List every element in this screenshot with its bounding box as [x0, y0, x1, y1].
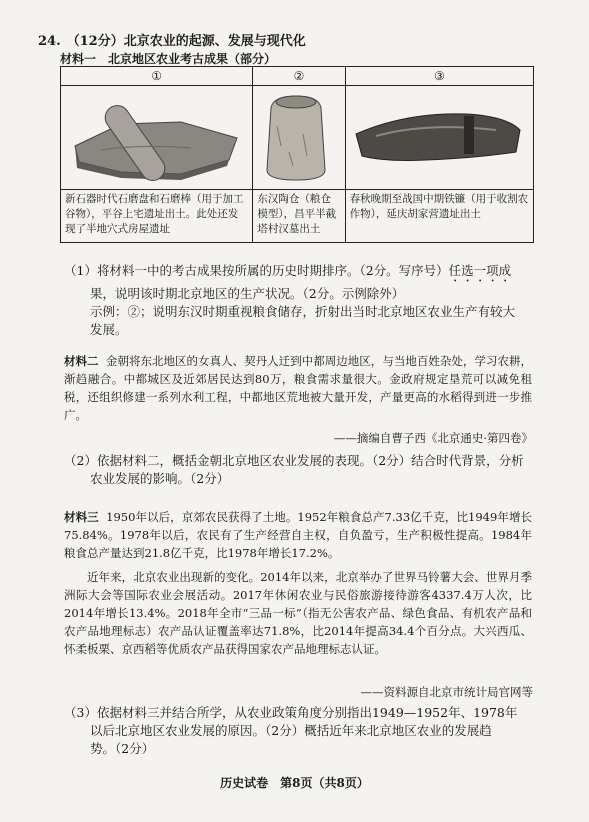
q1-line1b: 任选一项成	[448, 263, 512, 278]
material-2	[64, 352, 532, 424]
q1-example-line2: 发展。	[90, 322, 128, 337]
column-header-2: ②	[253, 67, 345, 86]
column-header-3: ③	[345, 67, 533, 86]
caption-3: 春秋晚期至战国中期铁镰（用于收割农作物），延庆胡家营遗址出土	[345, 190, 533, 243]
iron-sickle-image	[345, 86, 533, 190]
question-2	[64, 452, 534, 488]
material3-source: ——资料源自北京市统计局官网等	[360, 685, 533, 699]
question-number: 24.	[38, 34, 61, 49]
grinding-stone-image	[61, 86, 253, 190]
material2-source: ——摘编自曹子西《北京通史·第四卷》	[333, 431, 533, 445]
question-title: （12分）北京农业的起源、发展与现代化	[66, 34, 306, 49]
material1-title: 材料一 北京地区农业考古成果（部分）	[60, 52, 277, 66]
q3-line2: 以后北京地区农业发展的原因。（2分）概括近年来北京地区农业的发展趋	[90, 723, 492, 738]
q3-line1: （3）依据材料三并结合所学，从农业政策角度分别指出1949—1952年、1978年	[64, 705, 518, 720]
q3-line3: 势。（2分）	[90, 741, 155, 756]
material2-text: 金朝将东北地区的女真人、契丹人迁到中都周边地区，与当地百姓杂处，学习农耕，渐趋融合。中都城区及近郊居民达到80万，粮食需求量很大。金政府规定垦荒可以减免租税，还组织修建一系列水利工程，中都地区荒地被大量开发，产量更高的水稻得到进一步推广。	[64, 354, 533, 422]
caption-2: 东汉陶仓（粮仓模型），昌平半截塔村汉墓出土	[253, 190, 345, 243]
q1-example-line1: 示例：②；说明东汉时期重视粮食储存，折射出当时北京地区农业生产有较大	[90, 304, 516, 319]
question-1	[64, 262, 534, 339]
material2-label: 材料二	[64, 354, 99, 368]
q2-line2: 农业发展的影响。（2分）	[90, 471, 230, 486]
pottery-granary-image	[253, 86, 345, 190]
column-header-1: ①	[61, 67, 253, 86]
page-footer: 历史试卷 第8页（共8页）	[220, 776, 369, 790]
question-header	[38, 30, 306, 49]
q1-line2: 果，说明该时期北京地区的生产状况。（2分。示例除外）	[90, 286, 405, 301]
question-3	[64, 704, 534, 758]
caption-1: 新石器时代石磨盘和石磨棒（用于加工谷物），平谷上宅遗址出土。此处还发现了半地穴式房屋遗址	[61, 190, 253, 243]
material3-para2: 近年来，北京农业出现新的变化。2014年以来，北京举办了世界马铃薯大会、世界月季洲际大会等国际农业会展活动。2017年休闲农业与民俗旅游接待游客4337.4万人次，比2014年增长13.4%。2018年全市“三品一标”（指无公害农产品、绿色食品、有机农产品和农产品地理标志）农产品认证覆盖率达71.8%，比2014年提高34.4个百分点。大兴西瓜、怀柔板栗、京西稻等优质农产品获得国家农产品地理标志认证。	[64, 570, 532, 656]
archaeology-table	[60, 66, 534, 243]
material3-label: 材料三	[64, 510, 99, 524]
q1-line1a: （1）将材料一中的考古成果按所属的历史时期排序。（2分。写序号）	[64, 263, 449, 278]
q2-line1: （2）依据材料二，概括金朝北京地区农业发展的表现。（2分）结合时代背景，分析	[64, 453, 524, 468]
material3-para1-text: 1950年以后，京郊农民获得了土地。1952年粮食总产7.33亿千克，比1949年增长75.84%。1978年以后，农民有了生产经营自主权，自负盈亏，生产积极性提高。1984年粮食总产量达到21.8亿千克，比1978年增长17.2%。	[64, 510, 533, 560]
material-3-para1	[64, 508, 532, 562]
